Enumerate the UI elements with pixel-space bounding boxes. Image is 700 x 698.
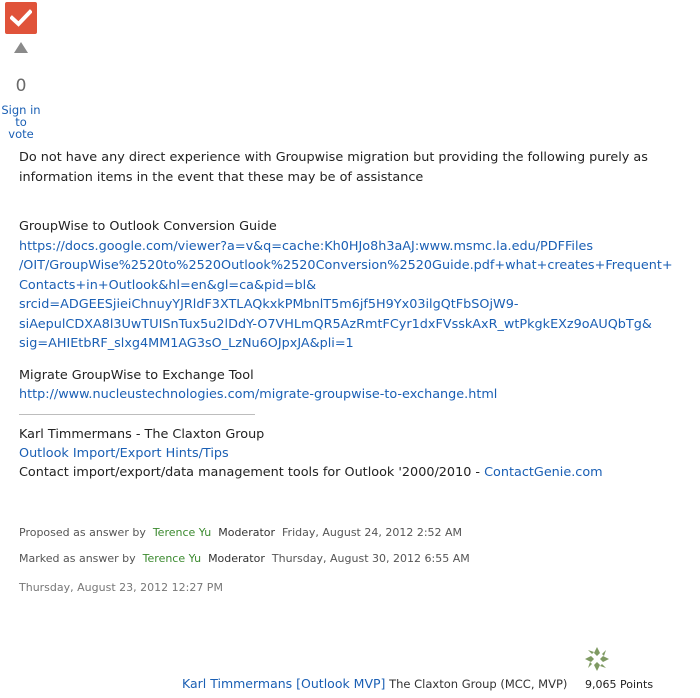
guide-title: GroupWise to Outlook Conversion Guide — [19, 219, 277, 234]
proposed-by-user[interactable]: Terence Yu — [152, 526, 212, 539]
marked-by-user[interactable]: Terence Yu — [142, 552, 202, 565]
user-level-emblem-icon — [583, 645, 611, 673]
guide-link-line[interactable]: https://docs.google.com/viewer?a=v&q=cache:Kh0HJo8h3aAJ:www.msmc.la.edu/PDFFiles — [19, 239, 594, 254]
marked-date: Thursday, August 30, 2012 6:55 AM — [271, 552, 470, 565]
contact-text: Contact import/export/data management tools for Outlook '2000/2010 - — [19, 465, 485, 480]
proposed-date: Friday, August 24, 2012 2:52 AM — [282, 526, 463, 539]
vote-count: 0 — [15, 76, 27, 96]
marked-label: Marked as answer by — [19, 552, 136, 565]
guide-link-line[interactable]: Contacts+in+Outlook&hl=en&gl=ca&pid=bl& — [19, 277, 317, 293]
guide-link-line[interactable]: siAepulCDXA8l3UwTUISnTux5u2lDdY-O7VHLmQR5AzRmtFCyr1dxFVsskAxR_wtPkgkEXz9oAUQbTg& — [19, 316, 652, 332]
signature-divider — [19, 414, 255, 415]
tool-link-row — [19, 385, 659, 405]
guide-link-line[interactable]: srcid=ADGEESjieiChnuyYJRldF3XTLAQkxkPMbnlT5m6jf5H9Yx03ilgQtFbSOjW9- — [19, 297, 519, 313]
tool-title: Migrate GroupWise to Exchange Tool — [19, 368, 254, 383]
post-intro: Do not have any direct experience with Groupwise migration but providing the following purely as information items in the event that these may be of assistance — [19, 150, 648, 185]
marked-as-answer — [19, 552, 470, 566]
tool-link[interactable]: http://www.nucleustechnologies.com/migrate-groupwise-to-exchange.html — [19, 387, 498, 402]
signature-contact — [19, 463, 679, 483]
author-profile-link[interactable]: Karl Timmermans [Outlook MVP] — [182, 676, 386, 691]
answered-check-icon — [5, 2, 37, 34]
sign-in-line2[interactable]: to vote — [8, 115, 34, 141]
author-org: The Claxton Group (MCC, MVP) — [389, 677, 568, 691]
checkmark-icon — [10, 9, 32, 27]
vote-up-arrow-icon[interactable] — [14, 42, 28, 53]
contactgenie-link[interactable]: ContactGenie.com — [484, 465, 603, 480]
author-points: 9,065 Points — [585, 678, 654, 691]
sign-in-line1[interactable]: Sign in — [1, 103, 41, 117]
proposed-label: Proposed as answer by — [19, 526, 146, 539]
marked-role: Moderator — [208, 552, 265, 565]
author-card — [182, 676, 653, 691]
posted-date: Thursday, August 23, 2012 12:27 PM — [19, 581, 223, 594]
sign-in-to-vote-link[interactable] — [1, 104, 41, 140]
guide-link-line[interactable]: sig=AHIEtbRF_slxg4MM1AG3sO_LzNu6OJpxJA&pli=1 — [19, 336, 354, 352]
signature-hints-row — [19, 444, 659, 464]
proposed-as-answer — [19, 526, 462, 540]
signature-name: Karl Timmermans - The Claxton Group — [19, 427, 265, 442]
guide-link-line[interactable]: /OIT/GroupWise%2520to%2520Outlook%2520Conversion%2520Guide.pdf+what+creates+Frequent+ — [19, 258, 673, 274]
hints-tips-link[interactable]: Outlook Import/Export Hints/Tips — [19, 446, 229, 461]
guide-link[interactable] — [19, 237, 673, 353]
proposed-role: Moderator — [218, 526, 276, 539]
